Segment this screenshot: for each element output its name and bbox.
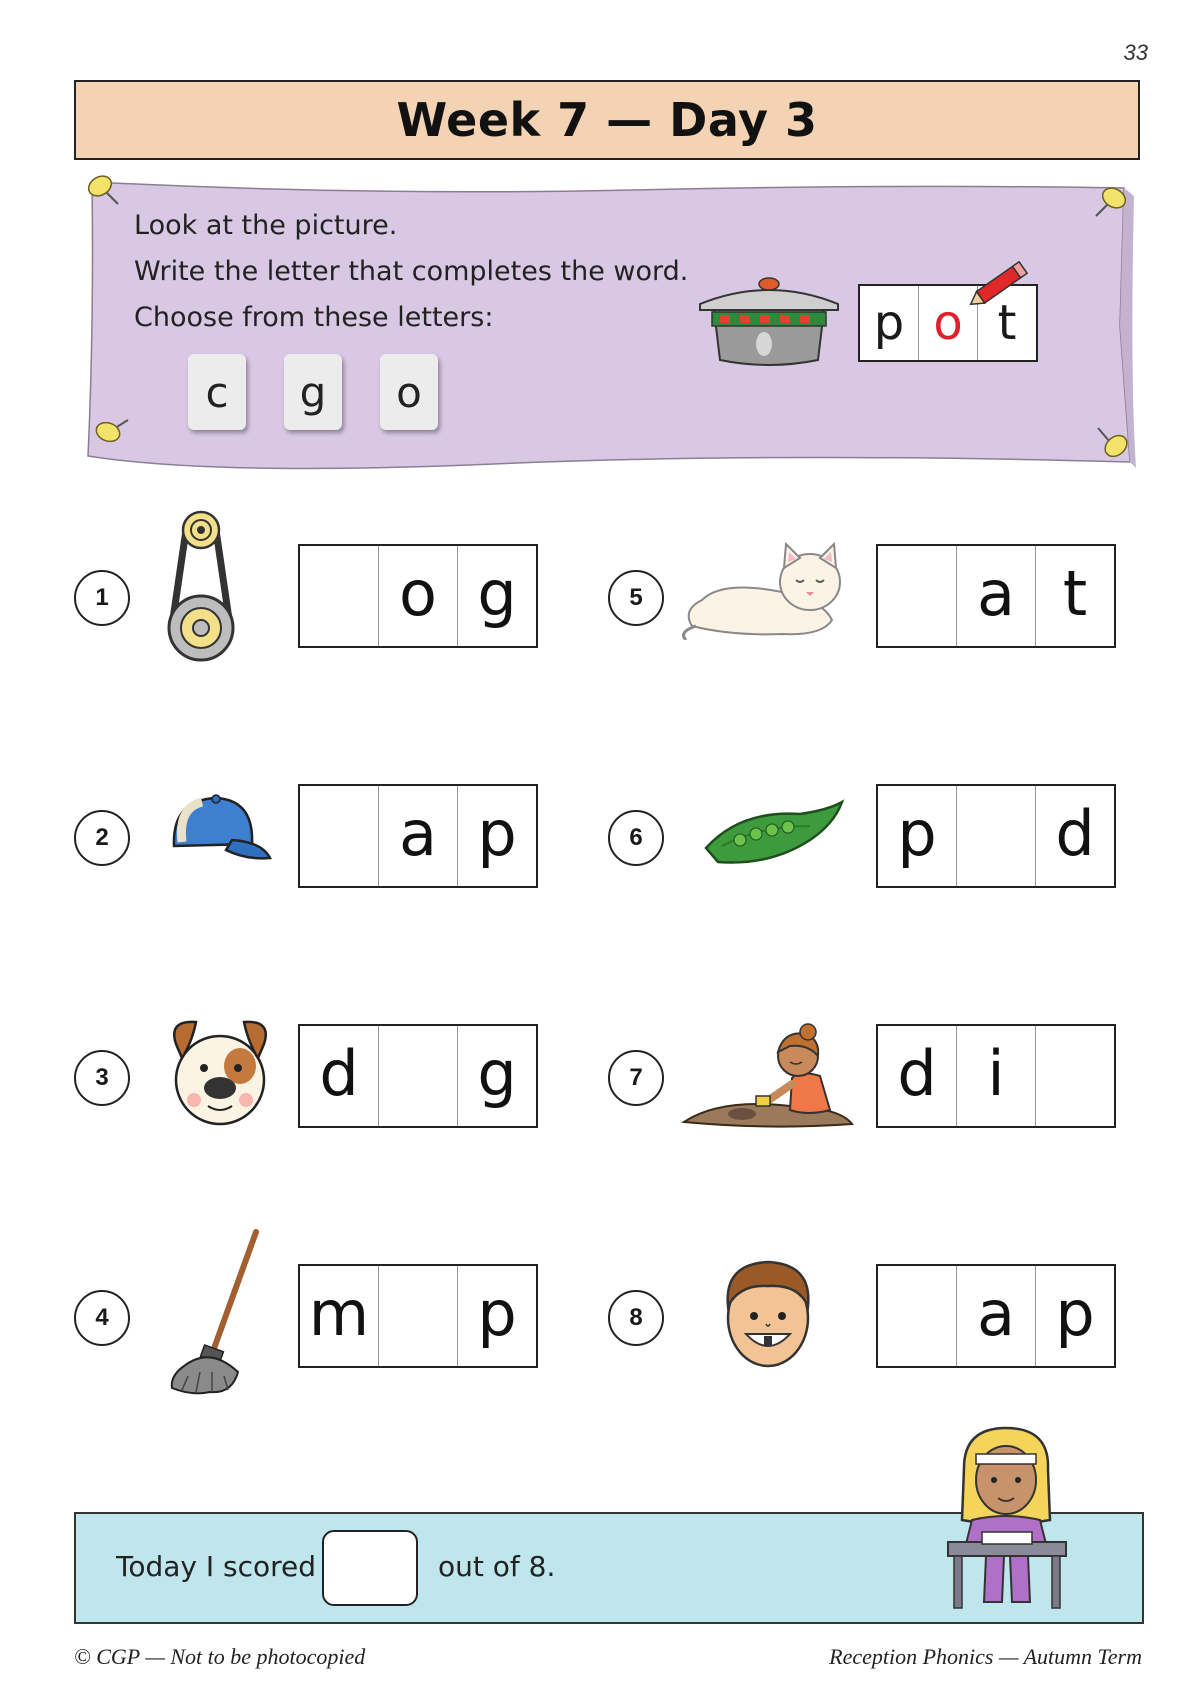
letter-cell: d — [1055, 796, 1095, 870]
question-number: 2 — [74, 810, 130, 866]
girl-digging-icon — [680, 1018, 858, 1130]
question-number: 4 — [74, 1290, 130, 1346]
letter-cell: a — [957, 1266, 1036, 1366]
question-number: 5 — [608, 570, 664, 626]
pot-icon — [694, 272, 844, 372]
letter-cell: a — [957, 546, 1036, 646]
example-cell: t — [997, 295, 1017, 351]
girl-at-desk-icon — [942, 1424, 1072, 1612]
letter-cell: o — [379, 546, 458, 646]
question-number: 7 — [608, 1050, 664, 1106]
letter-cell: m — [300, 1266, 379, 1366]
word-box — [876, 1024, 1116, 1128]
score-suffix: out of 8. — [438, 1550, 556, 1583]
title-bar — [74, 80, 1140, 160]
letter-tile: g — [284, 354, 342, 430]
cat-icon — [682, 540, 860, 640]
word-box — [876, 784, 1116, 888]
letter-tile: c — [188, 354, 246, 430]
instructions-panel — [74, 176, 1144, 476]
answer-cell[interactable] — [379, 1266, 458, 1366]
footer-copyright: © CGP — Not to be photocopied — [74, 1644, 366, 1669]
score-prefix: Today I scored — [116, 1550, 317, 1583]
cap-icon — [162, 790, 272, 870]
letter-tile: o — [380, 354, 438, 430]
answer-cell[interactable] — [300, 546, 379, 646]
example-cell-filled: o — [919, 286, 978, 360]
answer-cell[interactable] — [957, 786, 1036, 886]
letter-cell: p — [1055, 1276, 1095, 1350]
word-box — [298, 544, 538, 648]
answer-cell[interactable] — [878, 1266, 957, 1366]
letter-cell: g — [477, 556, 517, 630]
footer-title: Reception Phonics — Autumn Term — [829, 1644, 1142, 1669]
letter-cell: a — [379, 786, 458, 886]
pin-icon — [1090, 182, 1130, 222]
letter-cell: p — [477, 1276, 517, 1350]
page-title: Week 7 — Day 3 — [396, 93, 818, 147]
pin-icon — [1092, 422, 1132, 462]
letter-cell: i — [957, 1026, 1036, 1126]
mop-icon — [164, 1226, 268, 1400]
letter-cell: d — [878, 1026, 957, 1126]
question-number: 8 — [608, 1290, 664, 1346]
question-number: 6 — [608, 810, 664, 866]
boy-face-icon — [718, 1254, 818, 1374]
answer-cell[interactable] — [300, 786, 379, 886]
pin-icon — [92, 410, 132, 450]
letter-cell: p — [878, 786, 957, 886]
word-box — [876, 1264, 1116, 1368]
letter-cell: g — [477, 1036, 517, 1110]
example-cell: p — [860, 286, 919, 360]
word-box — [298, 1024, 538, 1128]
letter-cell: p — [477, 796, 517, 870]
pulley-wheel-icon — [166, 508, 236, 668]
instruction-line: Write the letter that completes the word. — [134, 256, 689, 287]
pencil-icon — [966, 248, 1036, 318]
letter-cell: d — [300, 1026, 379, 1126]
question-number: 1 — [74, 570, 130, 626]
answer-cell[interactable] — [1036, 1026, 1114, 1126]
instruction-line: Look at the picture. — [134, 210, 398, 241]
page-number: 33 — [1123, 40, 1148, 65]
word-box — [298, 1264, 538, 1368]
dog-icon — [168, 1014, 272, 1132]
score-input-box[interactable] — [322, 1530, 418, 1606]
pin-icon — [84, 170, 124, 210]
word-box — [298, 784, 538, 888]
pea-pod-icon — [700, 796, 846, 868]
question-number: 3 — [74, 1050, 130, 1106]
letter-cell: t — [1062, 556, 1088, 630]
instruction-line: Choose from these letters: — [134, 302, 494, 333]
answer-cell[interactable] — [379, 1026, 458, 1126]
answer-cell[interactable] — [878, 546, 957, 646]
word-box — [876, 544, 1116, 648]
